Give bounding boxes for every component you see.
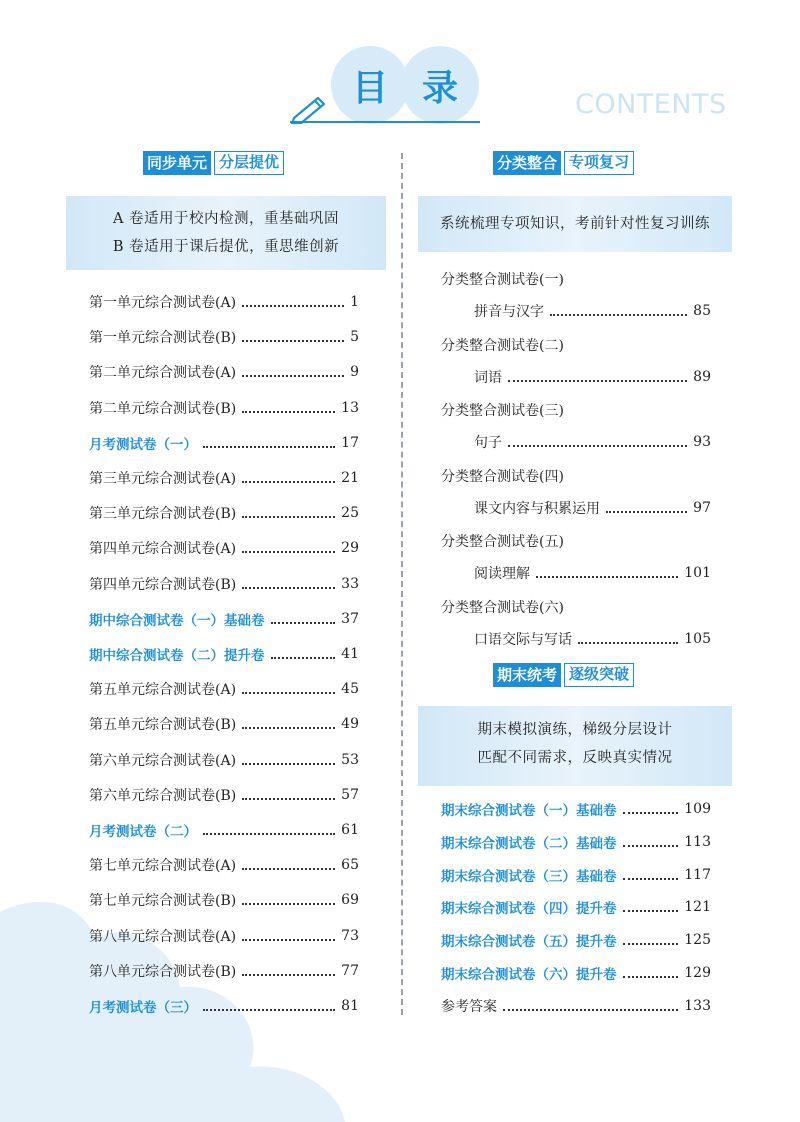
dot-leader — [242, 798, 335, 800]
toc-entry[interactable] — [89, 609, 359, 629]
right-section1-header — [493, 151, 634, 175]
toc-entry-title: 第二单元综合测试卷(A) — [89, 365, 237, 382]
right-section1-label-b: 专项复习 — [564, 151, 634, 175]
toc-entry-page: 105 — [684, 631, 711, 647]
dot-leader — [242, 551, 335, 553]
toc-entry-page: 45 — [341, 681, 359, 698]
dot-leader — [242, 411, 335, 413]
toc-entry-title: 期末综合测试卷（六）提升卷 — [441, 967, 617, 983]
toc-entry-title: 第一单元综合测试卷(A) — [89, 295, 237, 311]
left-section-label-b: 分层提优 — [214, 151, 284, 175]
column-divider — [401, 153, 403, 1015]
toc-entry-page: 77 — [341, 962, 359, 979]
title-circle-2 — [401, 46, 479, 124]
toc-entry[interactable] — [474, 629, 711, 649]
dot-leader — [623, 812, 679, 814]
toc-entry — [441, 597, 711, 617]
toc-entry-page: 57 — [341, 786, 359, 803]
toc-entry[interactable] — [89, 750, 359, 770]
dot-leader — [242, 375, 344, 377]
toc-entry[interactable] — [474, 301, 711, 321]
right-section2-header — [493, 663, 634, 687]
toc-entry[interactable] — [441, 865, 711, 885]
toc-entry[interactable] — [474, 367, 711, 387]
toc-entry-page: 53 — [341, 751, 359, 768]
toc-entry-title: 期末综合测试卷（五）提升卷 — [441, 934, 617, 951]
toc-entry-page: 113 — [684, 833, 711, 850]
toc-entry[interactable] — [89, 820, 359, 840]
toc-entry-page: 9 — [350, 364, 359, 381]
toc-entry-title: 第五单元综合测试卷(A) — [89, 682, 237, 699]
toc-entry-title: 阅读理解 — [474, 566, 530, 583]
toc-entry-page: 117 — [684, 866, 711, 883]
dot-leader — [242, 974, 335, 976]
dot-leader — [203, 1009, 335, 1011]
dot-leader — [623, 845, 679, 847]
toc-entry-page: 125 — [684, 932, 711, 949]
dot-leader — [203, 446, 335, 448]
dot-leader — [242, 939, 335, 941]
toc-entry-page: 93 — [693, 434, 711, 451]
toc-entry-page: 41 — [341, 646, 359, 662]
toc-entry[interactable] — [441, 963, 711, 983]
toc-entry[interactable] — [89, 503, 359, 523]
toc-entry — [441, 335, 711, 355]
dot-leader — [550, 314, 687, 316]
toc-entry[interactable] — [441, 996, 711, 1016]
toc-entry[interactable] — [89, 644, 359, 664]
right-intro-note-2 — [418, 706, 732, 786]
toc-entry — [441, 466, 711, 486]
toc-entry-title: 分类整合测试卷(一) — [441, 272, 564, 288]
toc-entry[interactable] — [89, 538, 359, 558]
toc-entry-title: 期中综合测试卷（一）基础卷 — [89, 612, 265, 629]
toc-entry[interactable] — [89, 926, 359, 946]
toc-entry-title: 分类整合测试卷(六) — [441, 600, 564, 616]
toc-entry-title: 口语交际与写话 — [474, 632, 572, 648]
toc-entry[interactable] — [89, 398, 359, 418]
toc-entry[interactable] — [89, 574, 359, 594]
toc-entry-page: 13 — [341, 399, 359, 416]
dot-leader — [242, 763, 335, 765]
toc-entry — [441, 400, 711, 420]
toc-entry[interactable] — [89, 961, 359, 981]
title-circle-1 — [331, 46, 409, 124]
toc-entry[interactable] — [89, 433, 359, 453]
toc-entry-page: 81 — [341, 998, 359, 1014]
toc-entry-title: 期末综合测试卷（一）基础卷 — [441, 803, 617, 819]
toc-entry-title: 第四单元综合测试卷(A) — [89, 541, 237, 558]
pencil-icon — [288, 94, 330, 124]
toc-entry[interactable] — [89, 714, 359, 734]
dot-leader — [606, 511, 687, 513]
toc-entry-page: 85 — [693, 303, 711, 319]
dot-leader — [242, 481, 335, 483]
dot-leader — [242, 305, 344, 307]
toc-entry[interactable] — [89, 362, 359, 382]
dot-leader — [242, 727, 335, 729]
toc-entry-title: 第七单元综合测试卷(B) — [89, 893, 237, 910]
toc-entry-title: 第五单元综合测试卷(B) — [89, 717, 237, 734]
toc-entry-page: 129 — [684, 965, 711, 981]
toc-entry-title: 课文内容与积累运用 — [474, 500, 600, 517]
toc-entry-title: 月考测试卷（三） — [89, 1000, 197, 1016]
title-underline — [290, 121, 480, 123]
right-section2-label-a: 期末统考 — [493, 663, 561, 687]
toc-entry-title: 第八单元综合测试卷(B) — [89, 963, 237, 980]
dot-leader — [536, 576, 678, 578]
toc-entry[interactable] — [89, 855, 359, 875]
left-section-header — [143, 151, 284, 175]
dot-leader — [623, 976, 679, 978]
toc-entry[interactable] — [441, 930, 711, 950]
right-section1-label-a: 分类整合 — [493, 151, 561, 175]
note-line: 期末模拟演练，梯级分层设计 — [477, 722, 673, 738]
note-line: B 卷适用于课后提优，重思维创新 — [112, 239, 340, 255]
toc-entry-title: 第七单元综合测试卷(A) — [89, 858, 237, 875]
dot-leader — [271, 622, 336, 624]
toc-entry-page: 133 — [684, 997, 711, 1014]
dot-leader — [578, 642, 678, 644]
toc-entry-title: 月考测试卷（二） — [89, 824, 197, 840]
toc-entry-title: 参考答案 — [441, 998, 497, 1015]
toc-entry-title: 期末综合测试卷（四）提升卷 — [441, 901, 617, 918]
toc-entry — [441, 531, 711, 551]
toc-entry[interactable] — [474, 432, 711, 452]
toc-entry-page: 121 — [684, 899, 711, 916]
toc-entry — [441, 269, 711, 289]
toc-entry-title: 第四单元综合测试卷(B) — [89, 576, 237, 593]
toc-entry-title: 期末综合测试卷（二）基础卷 — [441, 835, 617, 852]
toc-entry[interactable] — [89, 679, 359, 699]
toc-entry-page: 97 — [693, 499, 711, 516]
dot-leader — [242, 340, 344, 342]
note-line: 匹配不同需求，反映真实情况 — [477, 750, 673, 766]
toc-entry-title: 月考测试卷（一） — [89, 436, 197, 453]
dot-leader — [242, 516, 335, 518]
toc-entry-page: 33 — [341, 575, 359, 592]
toc-entry-title: 分类整合测试卷(二) — [441, 337, 564, 354]
toc-entry-page: 49 — [341, 716, 359, 733]
toc-entry-title: 词语 — [474, 369, 502, 386]
dot-leader — [242, 868, 335, 870]
left-section-label-a: 同步单元 — [143, 151, 211, 175]
toc-entry-title: 期中综合测试卷（二）提升卷 — [89, 648, 265, 664]
toc-entry-page: 1 — [350, 294, 359, 310]
dot-leader — [203, 833, 335, 835]
right-intro-note-1 — [418, 196, 732, 252]
dot-leader — [623, 943, 679, 945]
toc-entry-title: 第六单元综合测试卷(A) — [89, 752, 237, 769]
toc-entry-title: 分类整合测试卷(四) — [441, 468, 564, 485]
toc-entry-title: 分类整合测试卷(三) — [441, 403, 564, 420]
toc-entry[interactable] — [89, 996, 359, 1016]
toc-entry[interactable] — [89, 890, 359, 910]
toc-entry-title: 第三单元综合测试卷(A) — [89, 471, 237, 487]
toc-entry-page: 73 — [341, 927, 359, 944]
toc-entry-title: 句子 — [474, 435, 502, 452]
toc-entry-page: 21 — [341, 470, 359, 486]
toc-entry-title: 第八单元综合测试卷(A) — [89, 928, 237, 945]
toc-entry-page: 37 — [341, 610, 359, 627]
note-line: A 卷适用于校内检测，重基础巩固 — [112, 211, 340, 227]
toc-entry[interactable] — [474, 563, 711, 583]
contents-label: CONTENTS — [575, 89, 727, 120]
toc-entry-page: 17 — [341, 434, 359, 451]
toc-entry-title: 第一单元综合测试卷(B) — [89, 330, 237, 347]
toc-entry-page: 61 — [341, 822, 359, 838]
dot-leader — [623, 878, 679, 880]
toc-entry-page: 25 — [341, 505, 359, 522]
toc-entry-title: 第二单元综合测试卷(B) — [89, 400, 237, 417]
toc-entry-title: 第三单元综合测试卷(B) — [89, 506, 237, 523]
toc-entry[interactable] — [441, 897, 711, 917]
toc-entry-page: 89 — [693, 368, 711, 385]
title-char-1: 目 — [351, 67, 388, 109]
toc-entry-title: 第六单元综合测试卷(B) — [89, 787, 237, 804]
toc-entry-title: 期末综合测试卷（三）基础卷 — [441, 868, 617, 885]
dot-leader — [623, 910, 679, 912]
toc-entry-page: 65 — [341, 857, 359, 874]
toc-entry-title: 拼音与汉字 — [474, 304, 544, 320]
toc-entry[interactable] — [474, 498, 711, 518]
dot-leader — [508, 380, 687, 382]
toc-entry[interactable] — [89, 327, 359, 347]
dot-leader — [242, 903, 335, 905]
dot-leader — [242, 587, 335, 589]
toc-entry-page: 29 — [341, 540, 359, 557]
toc-entry[interactable] — [89, 468, 359, 488]
toc-entry-title: 分类整合测试卷(五) — [441, 534, 564, 551]
title-char-2: 录 — [421, 67, 458, 109]
toc-entry-page: 5 — [350, 329, 359, 346]
dot-leader — [271, 657, 336, 659]
toc-header — [0, 0, 800, 140]
dot-leader — [242, 692, 335, 694]
dot-leader — [508, 445, 687, 447]
toc-entry[interactable] — [89, 785, 359, 805]
note-line: 系统梳理专项知识，考前针对性复习训练 — [440, 216, 710, 232]
left-intro-note — [66, 196, 386, 270]
toc-entry[interactable] — [441, 832, 711, 852]
toc-entry-page: 109 — [684, 801, 711, 817]
toc-entry-page: 69 — [341, 892, 359, 909]
toc-entry[interactable] — [89, 292, 359, 312]
toc-entry[interactable] — [441, 799, 711, 819]
toc-entry-page: 101 — [684, 565, 711, 582]
right-section2-label-b: 逐级突破 — [564, 663, 634, 687]
dot-leader — [503, 1009, 678, 1011]
